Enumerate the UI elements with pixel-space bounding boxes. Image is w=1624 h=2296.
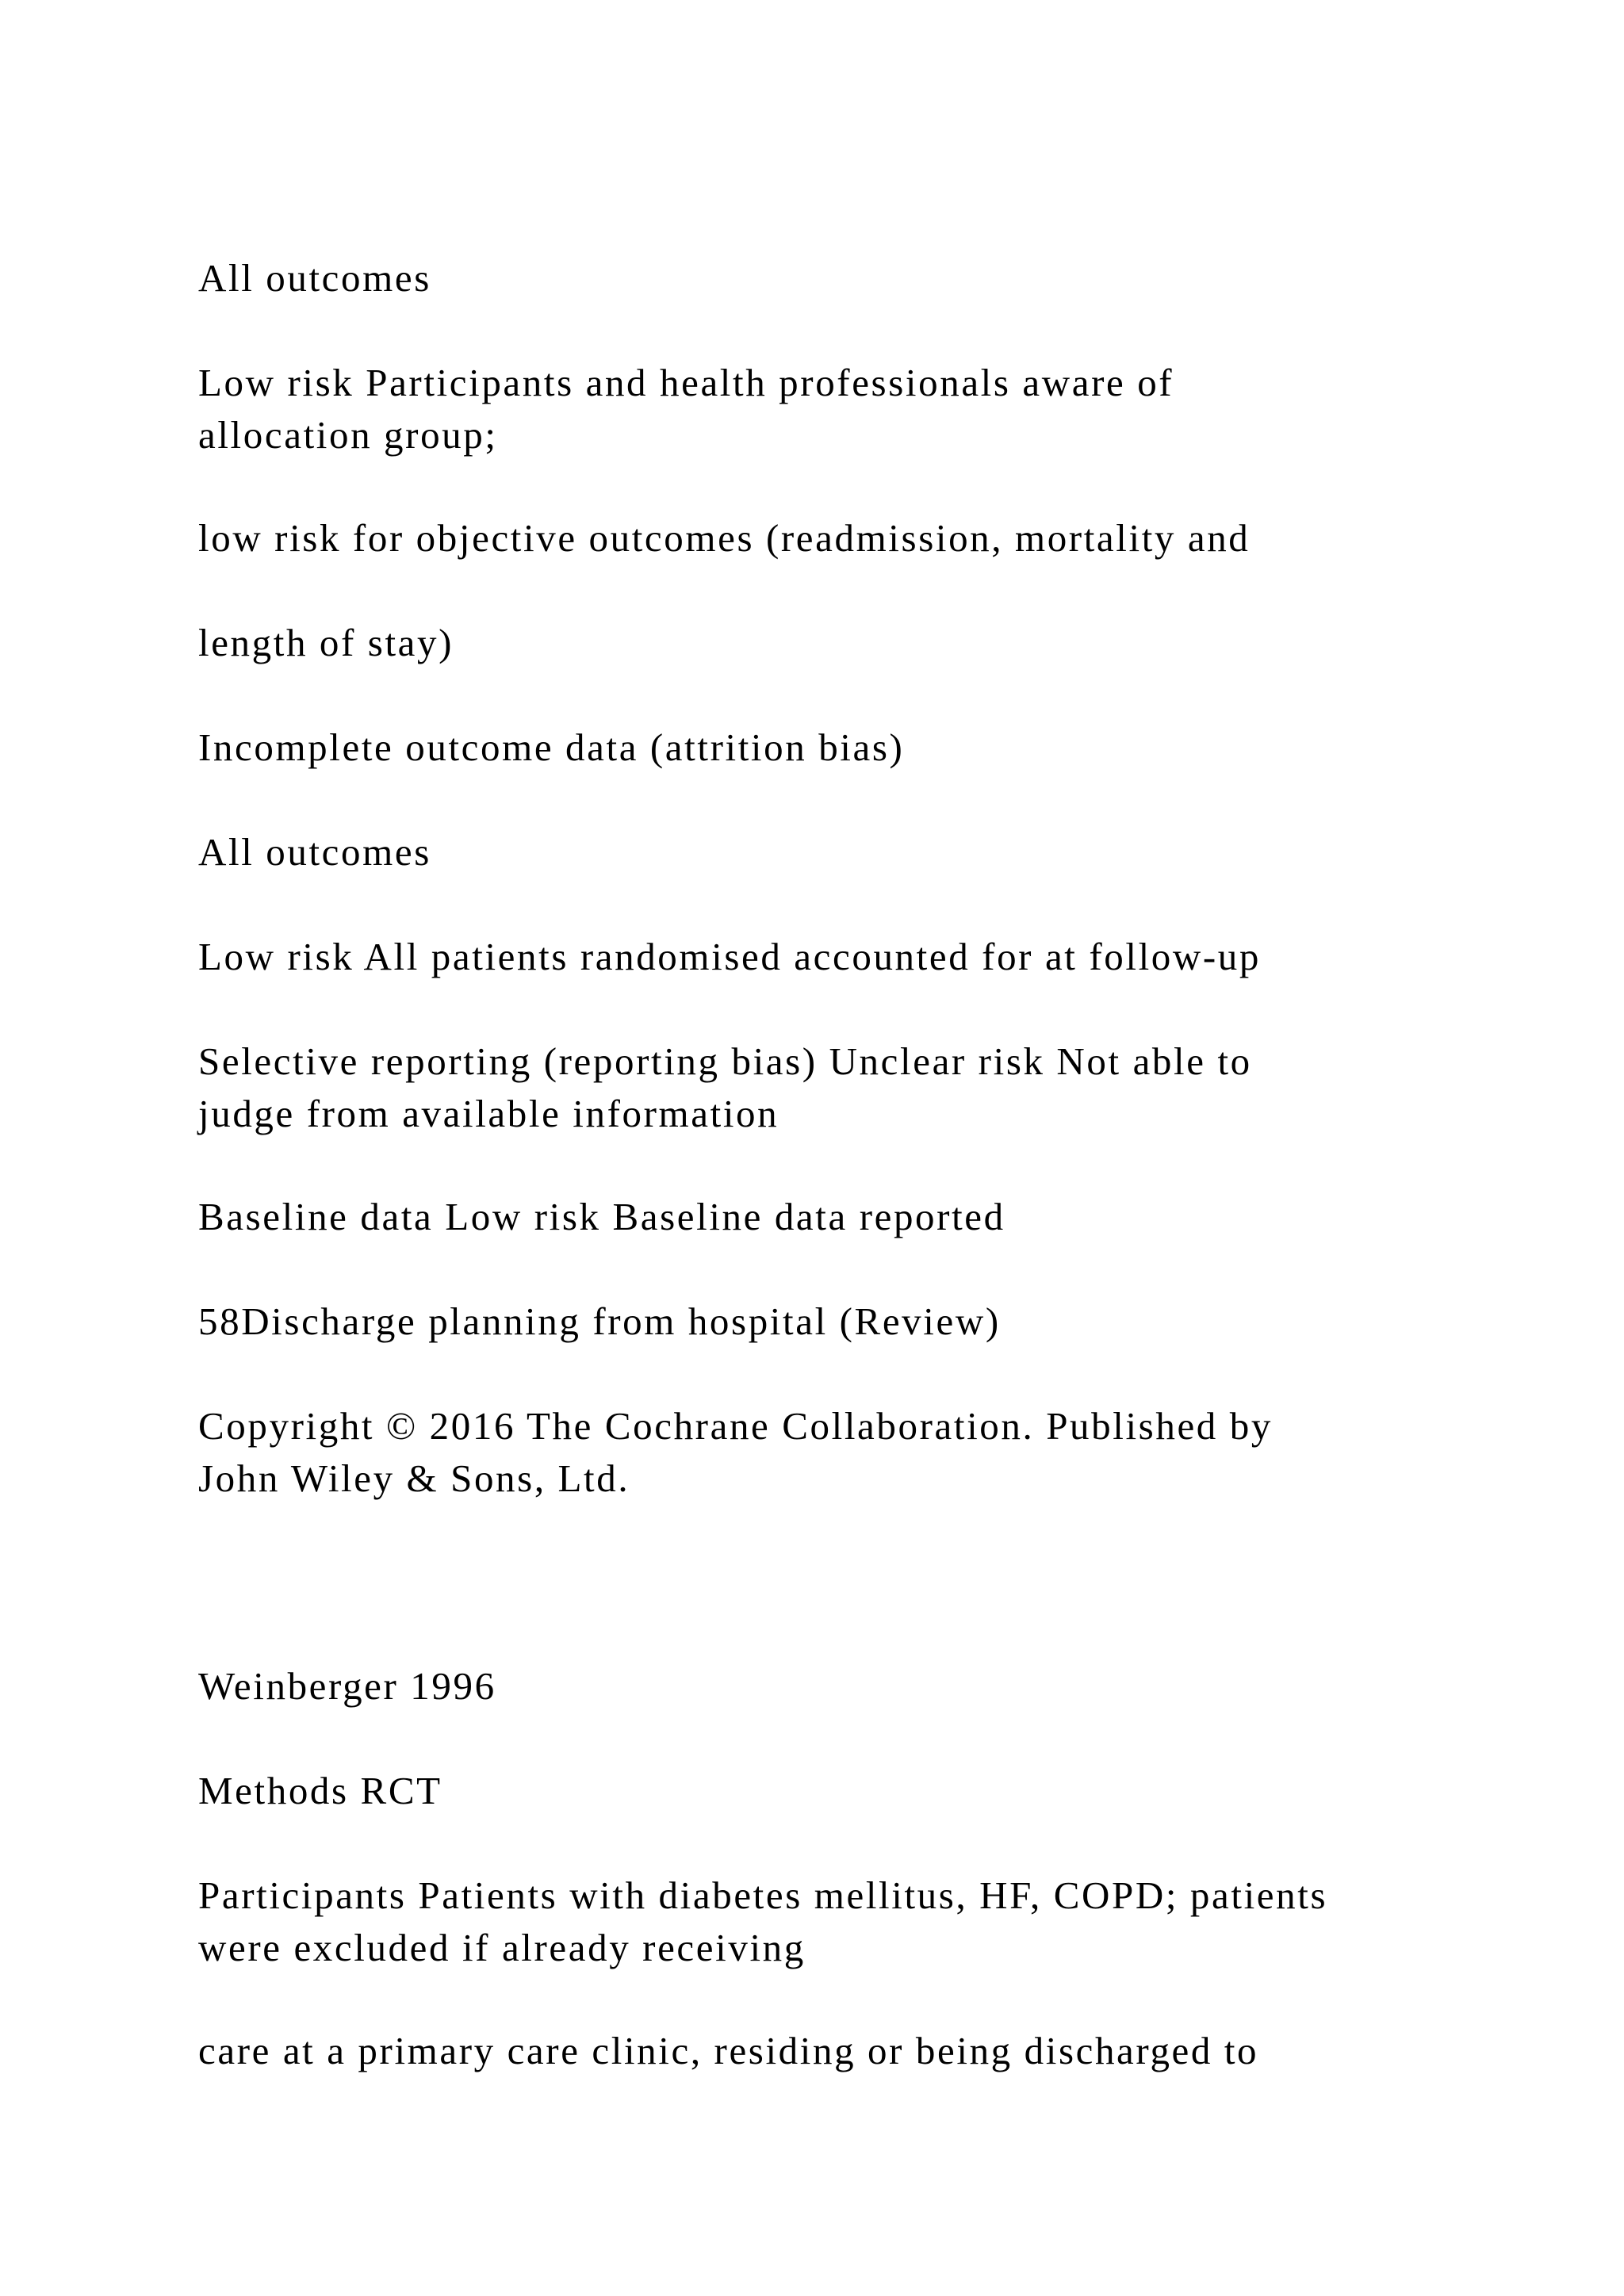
paragraph-length-of-stay: length of stay)	[198, 621, 454, 664]
paragraph-all-outcomes-2: All outcomes	[198, 830, 431, 874]
paragraph-selective-reporting: Selective reporting (reporting bias) Unclear risk Not able to judge from available information	[198, 1039, 1252, 1135]
paragraph-incomplete-outcome-data: Incomplete outcome data (attrition bias)	[198, 725, 905, 769]
page-footer-title: 58Discharge planning from hospital (Review)	[198, 1299, 1001, 1343]
paragraph-participants: Participants Patients with diabetes mellitus, HF, COPD; patients were excluded if already receiving	[198, 1873, 1328, 1969]
paragraph-all-outcomes-1: All outcomes	[198, 256, 431, 300]
paragraph-care-exclusion: care at a primary care clinic, residing or being discharged to	[198, 2029, 1259, 2072]
paragraph-baseline-data: Baseline data Low risk Baseline data reported	[198, 1195, 1005, 1238]
paragraph-objective-outcomes: low risk for objective outcomes (readmission, mortality and	[198, 516, 1251, 560]
paragraph-methods: Methods RCT	[198, 1769, 442, 1812]
copyright-notice: Copyright © 2016 The Cochrane Collaboration. Published by John Wiley & Sons, Ltd.	[198, 1404, 1273, 1500]
paragraph-attrition-low-risk: Low risk All patients randomised accounted for at follow-up	[198, 935, 1261, 978]
paragraph-blinding-low-risk: Low risk Participants and health professionals aware of allocation group;	[198, 361, 1174, 457]
study-heading-weinberger-1996: Weinberger 1996	[198, 1664, 496, 1708]
